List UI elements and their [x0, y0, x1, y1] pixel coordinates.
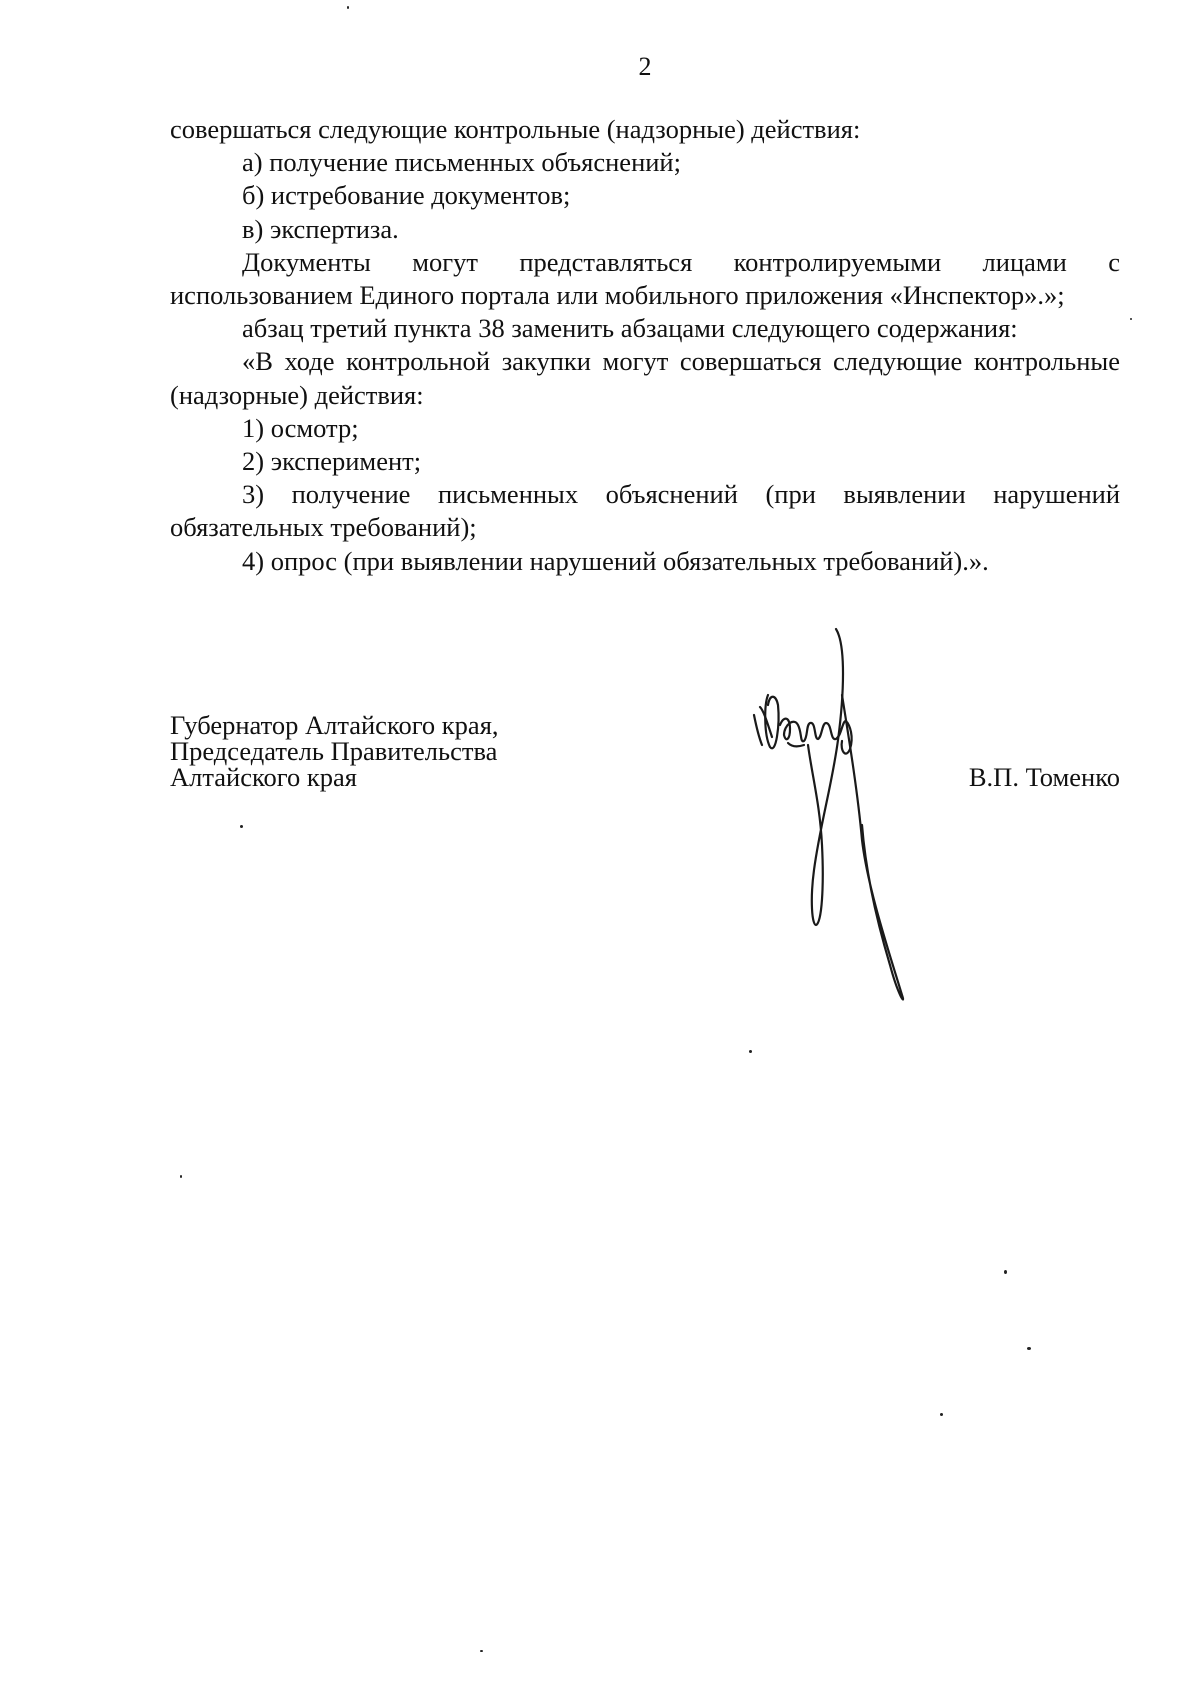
- handwritten-signature: [750, 625, 920, 1005]
- paragraph-amendment: абзац третий пункта 38 заменить абзацами следующего содержания:: [242, 313, 1018, 344]
- scan-speck: [347, 6, 349, 9]
- list-item-2: 2) эксперимент;: [242, 446, 422, 477]
- list-item-v: в) экспертиза.: [242, 213, 399, 244]
- list-item-3: 3) получение письменных объяснений (при выявлении нарушений обязательных требований);: [170, 479, 1120, 543]
- signer-title-line: Председатель Правительства: [170, 736, 498, 766]
- scan-speck: [749, 1050, 752, 1053]
- list-item-b: б) истребование документов;: [242, 180, 571, 211]
- signer-title-line: Алтайского края: [170, 762, 357, 792]
- scan-speck: [1027, 1347, 1031, 1350]
- signer-title-line: Губернатор Алтайского края,: [170, 710, 499, 740]
- document-body: [170, 113, 1120, 578]
- scan-speck: [180, 1175, 182, 1178]
- paragraph-control-purchase: «В ходе контрольной закупки могут совершаться следующие контрольные (надзорные) действия:: [170, 346, 1120, 410]
- list-item-4: 4) опрос (при выявлении нарушений обязательных требований).».: [242, 545, 989, 576]
- scan-speck: [480, 1650, 483, 1652]
- signer-name: В.П. Томенко: [968, 762, 1120, 792]
- page-number: 2: [638, 52, 652, 81]
- paragraph-documents: Документы могут представляться контролируемыми лицами с использованием Единого портала или мобильного приложения «Инспектор».»;: [170, 246, 1120, 311]
- scan-speck: [240, 825, 243, 828]
- list-item-1: 1) осмотр;: [242, 412, 359, 443]
- scan-speck: [1004, 1270, 1007, 1274]
- signer-title: [170, 712, 499, 790]
- scan-speck: [940, 1413, 943, 1416]
- paragraph: совершаться следующие контрольные (надзорные) действия:: [170, 114, 861, 144]
- list-item-a: а) получение письменных объяснений;: [242, 147, 681, 178]
- scan-speck: [1130, 318, 1132, 320]
